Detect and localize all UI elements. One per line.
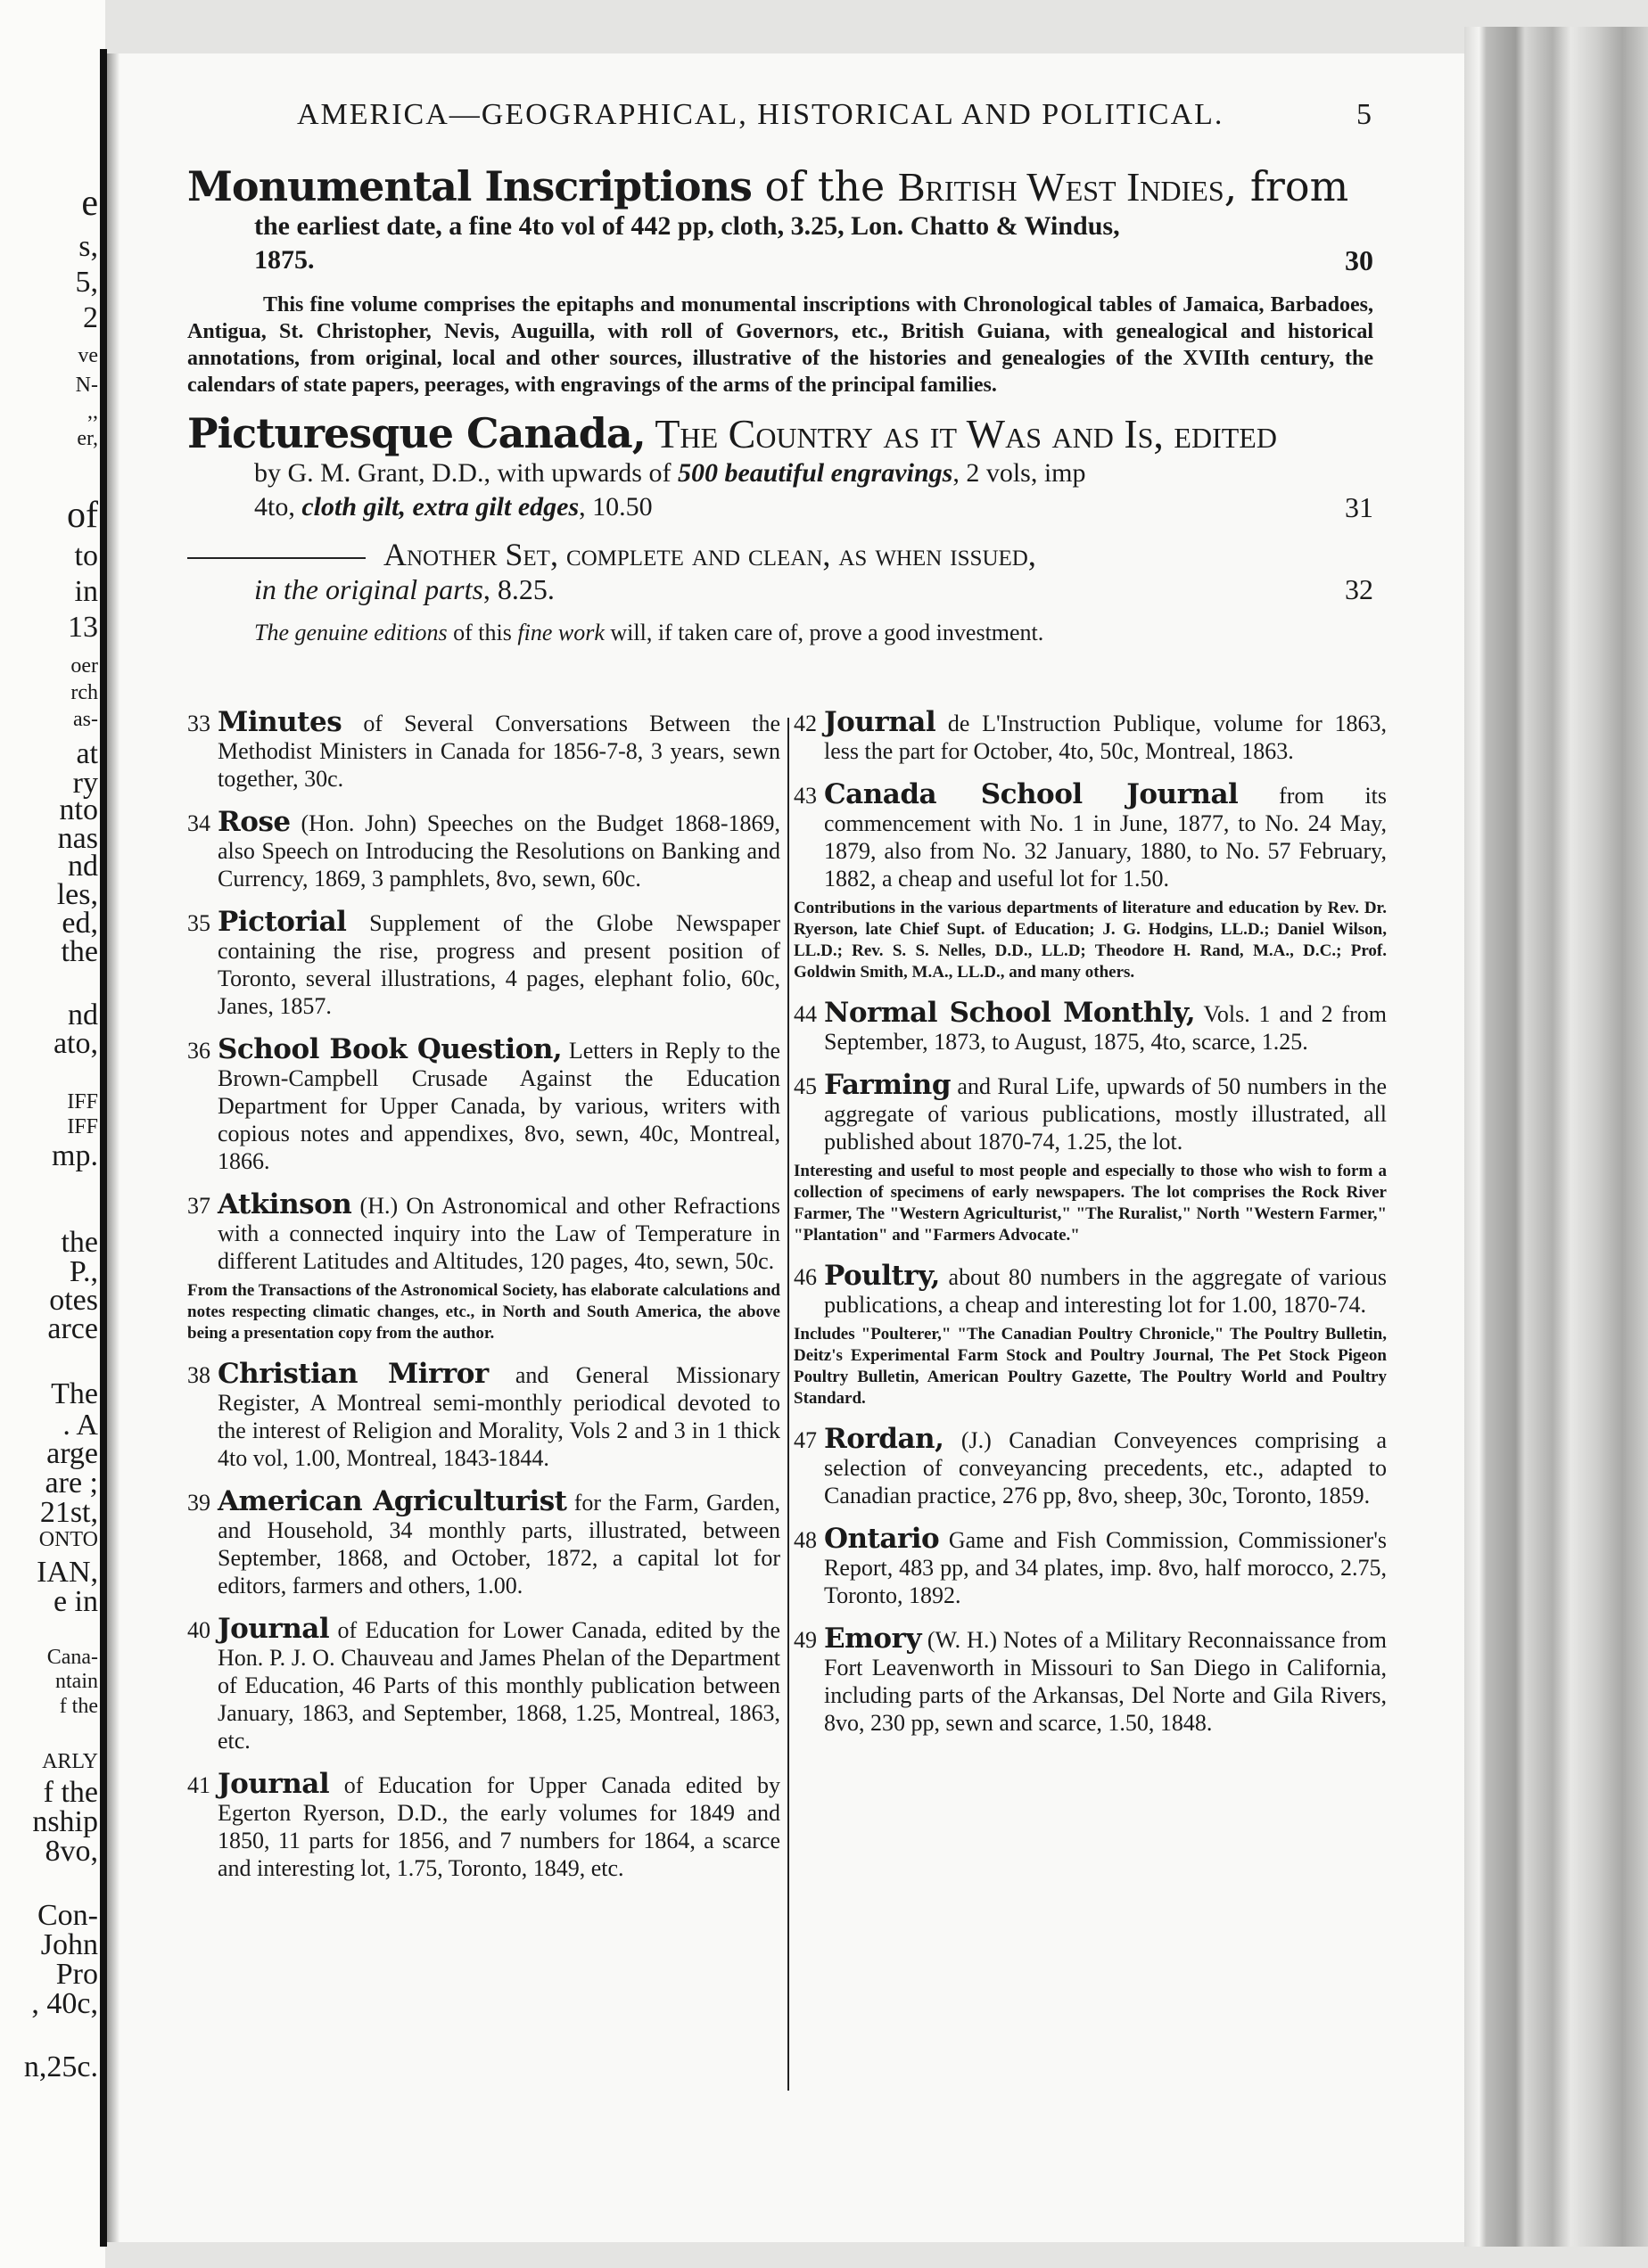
lot-30-details [254,210,1373,277]
facing-page-text: IAN, [37,1556,98,1589]
lot-description: of Several Conversations Between the Methodist Ministers in Canada for 1856-7-8, 3 years, sewn together, 30c. [218,711,780,792]
facing-page-text: , 40c, [31,1987,98,2020]
facing-page-text: ONTO [38,1528,98,1551]
lot-36 [187,1033,780,1175]
lot-number: 39 [187,1490,210,1516]
lot-keyword: Canada School Journal [824,778,1239,810]
facing-page-text: the [61,935,98,968]
lot-32-title: Another Set, complete and clean, as when issued, [383,537,1036,572]
lot-body [187,1615,780,1754]
lot-keyword: Pictorial [218,906,347,938]
lot-body [187,1360,780,1472]
genuine-note [254,619,1373,647]
lot-38 [187,1360,780,1472]
lot-31-price: , 10.50 [579,492,653,522]
lot-number: 47 [794,1427,817,1453]
lot-35 [187,908,780,1020]
lot-keyword: Emory [824,1623,921,1655]
lot-43 [794,778,1388,983]
lot-body [187,1485,780,1599]
running-head [187,98,1373,143]
lot-number: 43 [794,783,817,809]
lot-body [794,1262,1387,1319]
lot-description: de L'Instruction Publique, volume for 1863, less the part for October, 4to, 50c, Montreal, 1863. [824,711,1387,764]
facing-page-text: ve [78,344,98,367]
facing-page-text: ,, [87,400,98,423]
lot-31-details [254,456,1373,524]
lot-45 [794,1069,1387,1246]
lot-31-line2 [254,490,1373,524]
facing-page-text: to [74,539,98,572]
facing-page-text: arce [47,1312,98,1345]
lot-keyword: Journal [218,1613,330,1645]
lot-description: Letters in Reply to the Brown-Campbell Crusade Against the Education Department for Upper Canada, by various, writers with copious notes and appendixes, 8vo, sewn, 40c, Montreal, 1866. [218,1038,780,1174]
page-number: 5 [1356,98,1373,131]
facing-page-text: in [74,575,98,608]
lot-31-keyword: Picturesque Canada, [187,409,646,457]
lot-description: for the Farm, Garden, and Household, 34 monthly parts, illustrated, between September, 1868, and October, 1872, a capital lot for editors, farmers and others, 1.00. [218,1490,780,1598]
facing-page-text: arge [46,1437,98,1470]
lot-number: 49 [794,1627,817,1653]
lot-30-heading [187,164,1373,210]
facing-page-text: e in [53,1585,98,1618]
lot-31-title: The Country as it Was and Is, edited [645,411,1277,456]
facing-page-text: Con- [37,1899,98,1932]
right-column [794,706,1388,1753]
lot-42 [794,706,1387,765]
lot-37 [187,1188,780,1344]
lot-description: (J.) Canadian Conveyences comprising a selection of conveyancing precedents, etc., adapted to Canadian practice, 276 pp, 8vo, sheep, 30c, Toronto, 1859. [824,1427,1387,1508]
lot-31-number: 31 [1345,491,1373,523]
facing-page-text: les, [56,878,98,911]
lot-31-vols: , 2 vols, imp [952,458,1086,488]
lot-31-format: 4to, [254,492,302,522]
facing-page-text: IFF [67,1115,98,1138]
lot-32-number: 32 [1345,573,1373,605]
facing-page-text: mp. [52,1139,98,1172]
column-rule [787,718,789,2091]
lot-body [794,1423,1387,1509]
lot-body [187,706,780,793]
facing-page-text: 2 [83,301,98,334]
lot-39 [187,1485,780,1599]
lot-34 [187,806,780,892]
lot-31-engravings: 500 beautiful engravings [677,458,953,488]
lot-keyword: Minutes [218,706,342,738]
facing-page-text: nas [57,822,98,855]
lot-31-heading [187,411,1373,456]
lot-description: from its commencement with No. 1 in June, 1877, to No. 24 May, 1879, also from No. 32 January, 1880, to No. 57 February, 1882, a cheap and useful lot for 1.50. [824,783,1388,892]
facing-page-text: er, [77,427,98,450]
facing-page-text: ARLY [42,1750,98,1773]
facing-page-fragment [0,0,105,2268]
lot-number: 41 [187,1772,210,1798]
facing-page-text: . A [62,1409,98,1442]
genuine-d: will, if taken care of, prove a good investment. [604,620,1044,645]
lot-description: (Hon. John) Speeches on the Budget 1868-1869, also Speech on Introducing the Resolutions on Banking and Currency, 1869, 3 pamphlets, 8vo, sewn, 60c. [218,810,780,892]
facing-page-text: John [40,1928,98,1961]
facing-page-text: e [81,183,98,224]
lot-keyword: Journal [218,1768,330,1800]
lot-30-title-c: , from [1224,162,1349,210]
lot-body [187,1768,780,1882]
facing-page-text: f the [43,1776,98,1809]
lot-keyword: Poultry, [824,1260,940,1292]
lot-keyword: Rordan, [824,1423,944,1455]
lot-41 [187,1768,780,1882]
lot-30-line1: the earliest date, a fine 4to vol of 442 pp, cloth, 3.25, Lon. Chatto & Windus, [254,211,1120,241]
facing-page-text: nd [68,850,98,883]
facing-page-text: nd [68,998,98,1031]
lot-description: Supplement of the Globe Newspaper containing the rise, progress and present position of Toronto, several illustrations, 4 pages, elephant folio, 60c, Janes, 1857. [218,910,780,1019]
facing-page-text: as- [73,708,98,731]
lot-body [794,999,1387,1056]
facing-page-text: 21st, [39,1496,98,1529]
lot-31-editor: by G. M. Grant, D.D., with upwards of [254,458,678,488]
facing-page-text: 13 [68,611,98,644]
lot-body [187,1188,780,1275]
lot-keyword: Journal [824,706,936,738]
facing-page-text: ed, [62,907,98,940]
lot-30 [187,164,1373,399]
lot-body [187,806,780,892]
lot-32 [187,537,1373,606]
lot-30-title-a: of the [751,162,898,210]
lot-number: 45 [794,1073,817,1099]
lot-32-price: , 8.25. [482,573,555,605]
ditto-rule [187,557,366,559]
lot-description: Vols. 1 and 2 from September, 1873, to August, 1875, 4to, scarce, 1.25. [824,1001,1387,1055]
genuine-c: fine work [517,620,605,645]
facing-page-text: f the [59,1695,98,1718]
facing-page-text: of [67,495,98,536]
facing-page-text: ntain [55,1670,98,1693]
lot-48 [794,1525,1387,1609]
lot-description: of Education for Lower Canada, edited by the Hon. P. J. O. Chauveau and James Phelan of the Department of Education, 46 Parts of this monthly publication between January, 1863, and September, 1868, 1.25, Montreal, 1863, etc. [218,1617,780,1754]
facing-page-text: Pro [55,1958,98,1991]
gutter-shadow [107,53,119,2242]
lot-number: 40 [187,1617,210,1643]
lot-columns [187,706,1388,2100]
genuine-b: of this [447,620,518,645]
lot-number: 36 [187,1038,210,1064]
lot-keyword: Atkinson [218,1188,352,1220]
lot-47 [794,1423,1387,1509]
lot-keyword: Normal School Monthly, [824,997,1196,1029]
lot-number: 48 [794,1527,817,1553]
lot-30-title-b: British West Indies [897,164,1224,210]
lot-30-year: 1875. [254,245,315,275]
facing-page-text: s, [78,230,98,263]
facing-page-text: are ; [45,1467,98,1500]
facing-page-text: 5, [75,266,98,299]
lot-49 [794,1625,1387,1737]
lot-note: Includes "Poulterer," "The Canadian Poultry Chronicle," The Poultry Bulletin, Deitz's Experimental Farm Stock and Poultry Journal, The Pet Stock Pigeon Poultry Bulletin, American Poultry Gazette, The Poultry World and Poultry Standard. [794,1325,1387,1408]
lot-body [794,1625,1387,1737]
lot-description: of Education for Upper Canada edited by Egerton Ryerson, D.D., the early volumes for 1849 and 1850, 11 parts for 1856, and 7 numbers for 1864, a scarce and interesting lot, 1.75, Toronto, 1849, etc. [218,1772,780,1881]
lot-46 [794,1262,1387,1409]
lot-body [794,1525,1387,1609]
lot-31-line1 [254,456,1373,490]
lot-number: 44 [794,1001,817,1027]
lot-30-description: This fine volume comprises the epitaphs and monumental inscriptions with Chronological tables of Jamaica, Barbadoes, Antigua, St. Christopher, Nevis, Auguilla, with roll of Governors, etc., British Guiana, with genealogical and historical annotations, from original, local and other sources, illustrative of the histories and genealogies of the XVIIth century, the calendars of state papers, peerages, with engravings of the arms of the principal families. [187,293,1373,397]
facing-page-text: rch [70,681,98,704]
lot-description: and General Missionary Register, A Montreal semi-monthly periodical devoted to the interest of Religion and Morality, Vols 2 and 3 in 1 thick 4to vol, 1.00, Montreal, 1843-1844. [218,1362,780,1471]
running-title: AMERICA—GEOGRAPHICAL, HISTORICAL AND POLITICAL. [297,98,1224,131]
page-content [187,98,1373,647]
lot-keyword: School Book Question, [218,1033,563,1065]
lot-32-details [254,572,1373,606]
lot-description: Game and Fish Commission, Commissioner's Report, 483 pp, and 34 plates, imp. 8vo, half morocco, 2.75, Toronto, 1892. [824,1527,1387,1608]
lot-description: and Rural Life, upwards of 50 numbers in the aggregate of various publications, mostly illustrated, all published about 1870-74, 1.25, the lot. [824,1073,1387,1155]
lot-number: 35 [187,910,210,936]
facing-page-text: the [61,1226,98,1259]
lot-keyword: American Agriculturist [218,1485,567,1517]
lot-body [187,1033,780,1175]
lot-number: 37 [187,1193,210,1219]
lot-30-keyword: Monumental Inscriptions [187,162,752,210]
lot-32-parts: in the original parts [254,573,483,605]
lot-number: 46 [794,1264,817,1290]
facing-page-text: otes [49,1284,98,1317]
facing-page-text: IFF [67,1090,98,1113]
lot-keyword: Christian Mirror [218,1358,489,1390]
lot-body [794,1069,1387,1155]
facing-page-text: oer [70,654,98,678]
facing-page-text: n,25c. [23,2050,98,2083]
facing-page-text: The [51,1377,98,1410]
lot-30-number: 30 [1345,244,1373,276]
lot-keyword: Farming [824,1069,952,1101]
lot-body [187,908,780,1020]
book-gutter [100,49,107,2247]
facing-page-text: ry [72,767,98,800]
lot-number: 34 [187,810,210,836]
lot-40 [187,1615,780,1754]
lot-body [794,706,1387,765]
lot-keyword: Ontario [824,1523,940,1555]
left-column [187,706,780,1898]
lot-description: (W. H.) Notes of a Military Reconnaissance from Fort Leavenworth in Missouri to San Diego in California, including parts of the Arkansas, Del Norte and Gila Rivers, 8vo, 230 pp, sewn and scarce, 1.50, 1848. [824,1627,1387,1736]
lot-note: Interesting and useful to most people and especially to those who wish to form a collection of specimens of early newspapers. The lot comprises the Rock River Farmer, The "Western Agriculturist," "The Ruralist," North "Western Farmer," "Plantation" and "Farmers Advocate." [794,1162,1387,1245]
facing-page-text: N- [75,374,98,397]
lot-31 [187,411,1373,524]
lot-33 [187,706,780,793]
lot-keyword: Rose [218,806,291,838]
facing-page-text: Cana- [46,1646,98,1669]
facing-page-text: nto [59,793,98,826]
facing-page-text: 8vo, [45,1835,98,1868]
genuine-a: The genuine editions [254,620,448,645]
lot-44 [794,999,1387,1056]
facing-page-text: nship [32,1805,98,1838]
lot-number: 33 [187,711,210,736]
facing-page-text: P., [69,1255,98,1288]
lot-32-heading [187,537,1373,572]
lot-number: 42 [794,711,817,736]
lot-31-binding: cloth gilt, extra gilt edges [301,492,580,522]
facing-page-text: at [76,737,98,770]
facing-page-text: ato, [53,1027,98,1060]
page-edges [1464,27,1648,2247]
lot-note: Contributions in the various departments of literature and education by Rev. Dr. Ryerson, late Chief Supt. of Education; J. G. Hodgins, LL.D.; Daniel Wilson, LL.D.; Rev. S. S. Nelles, D.D., LL.D; Theodore H. Rand, M.A., D.C.; Prof. Goldwin Smith, M.A., LL.D., and many others. [794,899,1387,982]
lot-number: 38 [187,1362,210,1388]
lot-30-line2 [254,243,1373,277]
lot-description: about 80 numbers in the aggregate of various publications, a cheap and interesting lot for 1.00, 1870-74. [824,1264,1387,1318]
lot-note: From the Transactions of the Astronomical Society, has elaborate calculations and notes respecting climatic changes, etc., in North and South America, the above being a presentation copy from the author. [187,1281,780,1343]
lot-description: (H.) On Astronomical and other Refractions with a connected inquiry into the Law of Temperature in different Latitudes and Altitudes, 120 pages, 4to, sewn, 50c. [218,1193,780,1274]
lot-body [794,778,1388,892]
